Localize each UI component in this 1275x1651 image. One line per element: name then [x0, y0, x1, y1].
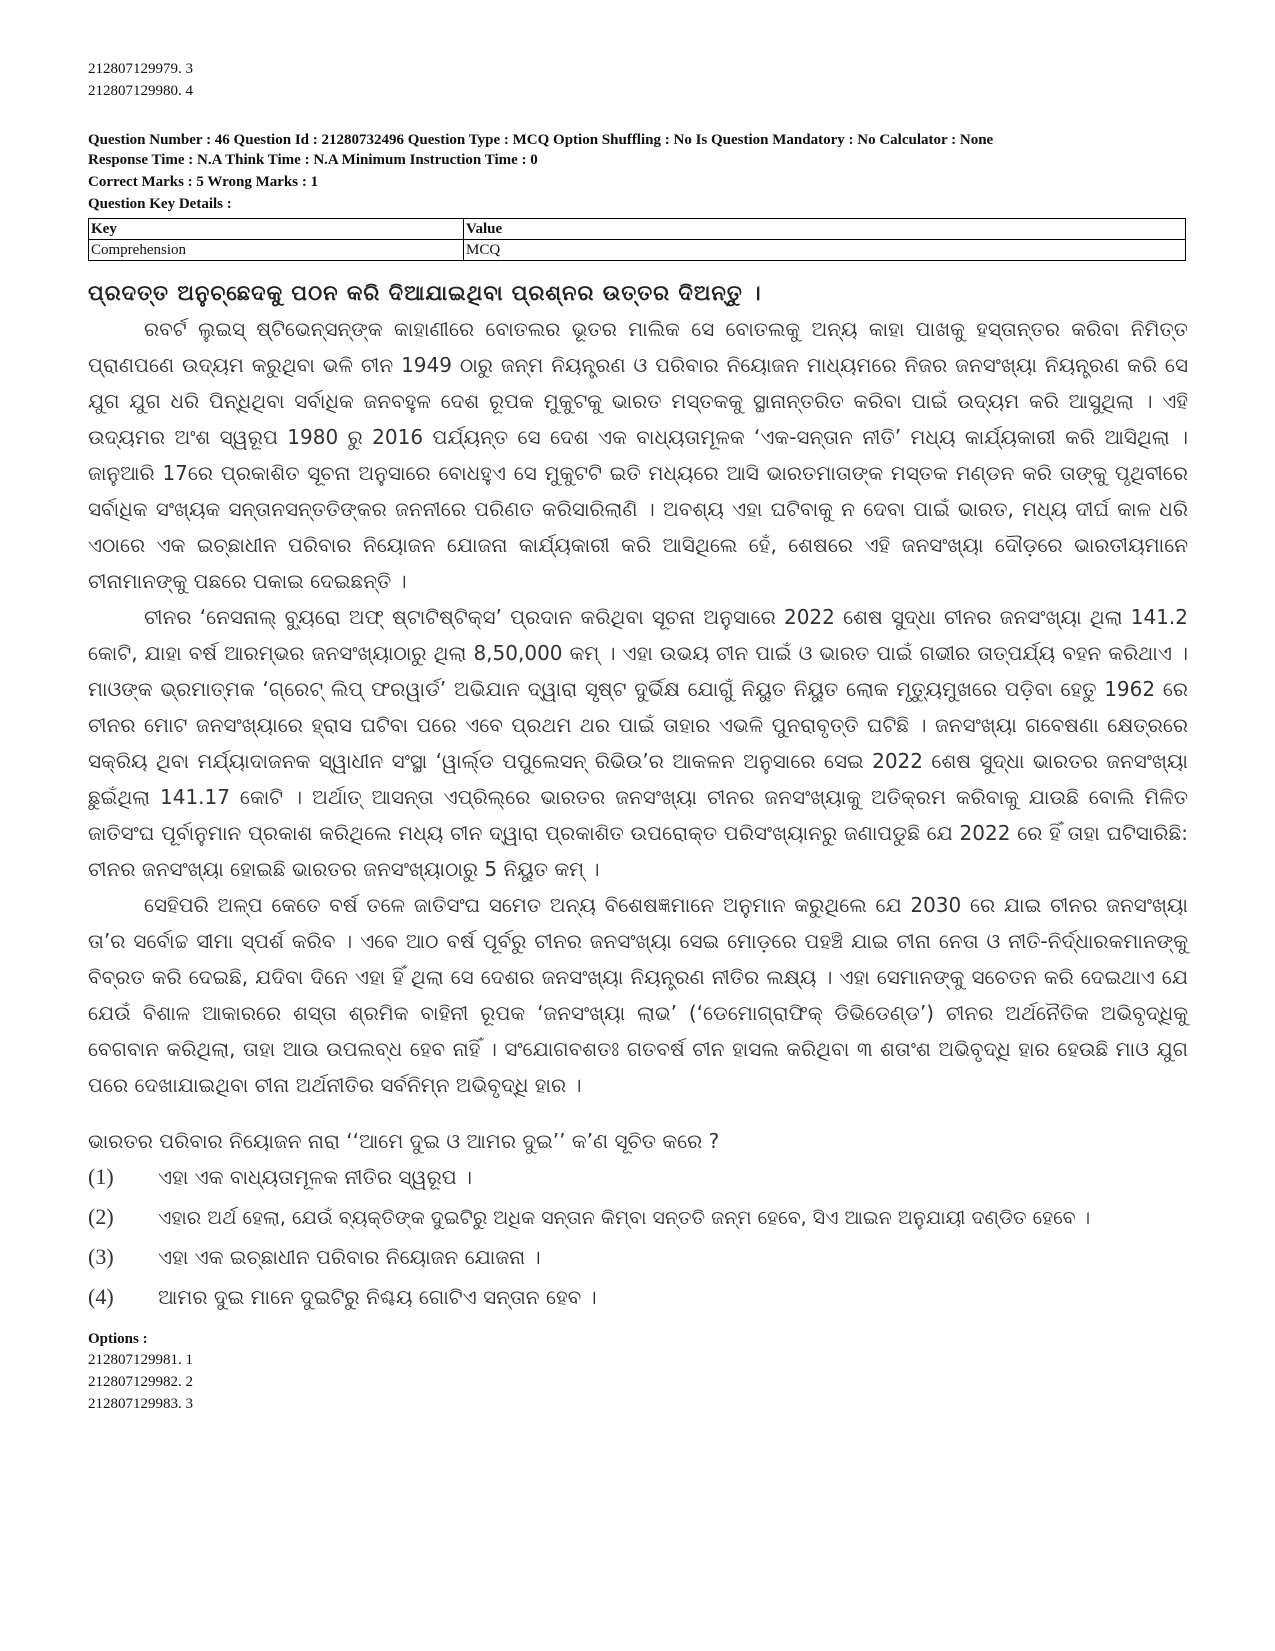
option-id-line: 212807129980. 4	[88, 83, 193, 99]
option-id-line: 212807129983. 3	[88, 1396, 193, 1412]
choice-item	[88, 1239, 1188, 1279]
table-header-row	[89, 219, 1186, 240]
table-header-value: Value	[464, 219, 1186, 240]
question-text: ଭାରତର ପରିବାର ନିୟୋଜନ ନାରା ‘‘ଆମେ ଦୁଇ ଓ ଆମର ଦୁଇ’’ କ’ଣ ସୂଚିତ କରେ ?	[88, 1129, 720, 1153]
passage-paragraph-2: ଚୀନର ‘ନେସନାଲ୍ ବ୍ୟୁରୋ ଅଫ୍ ଷ୍ଟାଟିଷ୍ଟିକ୍‌ସ’ ପ୍ରଦାନ କରିଥିବା ସୂଚନା ଅନୁସାରେ 2022 ଶେଷ ସୁଦ୍ଧା ଚୀନର ଜନସଂଖ୍ୟା ଥିଲା 141.2 କୋଟି, ଯାହା ବର୍ଷ ଆରମ୍ଭର ଜନସଂଖ୍ୟାଠାରୁ ଥିଲା 8,50,000 କମ୍ । ଏହା ଉଭୟ ଚୀନ ପାଇଁ ଓ ଭାରତ ପାଇଁ ଗଭୀର ତାତ୍ପର୍ଯ୍ୟ ବହନ କରିଥାଏ । ମାଓଙ୍କ ଭ୍ରମାତ୍ମକ ‘ଗ୍ରେଟ୍ ଲିପ୍ ଫରୱାର୍ଡ’ ଅଭିଯାନ ଦ୍ୱାରା ସୃଷ୍ଟ ଦୁର୍ଭିକ୍ଷ ଯୋଗୁଁ ନିୟୁତ ନିୟୁତ ଲୋକ ମୃତ୍ୟୁମୁଖରେ ପଡ଼ିବା ହେତୁ 1962 ରେ ଚୀନର ମୋଟ ଜନସଂଖ୍ୟାରେ ହ୍ରାସ ଘଟିବା ପରେ ଏବେ ପ୍ରଥମ ଥର ପାଇଁ ତାହାର ଏଭଳି ପୁନରାବୃତ୍ତି ଘଟିଛି । ଜନସଂଖ୍ୟା ଗବେଷଣା କ୍ଷେତ୍ରରେ ସକ୍ରିୟ ଥିବା ମର୍ଯ୍ୟାଦାଜନକ ସ୍ୱାଧୀନ ସଂସ୍ଥା ‘ୱାର୍ଲ୍ଡ ପପୁଲେସନ୍ ରିଭିଉ’ର ଆକଳନ ଅନୁସାରେ ସେଇ 2022 ଶେଷ ସୁଦ୍ଧା ଭାରତର ଜନସଂଖ୍ୟା ଛୁଇଁଥିଲା 141.17 କୋଟି । ଅର୍ଥାତ୍ ଆସନ୍ତା ଏପ୍ରିଲ୍‌ରେ ଭାରତର ଜନସଂଖ୍ୟା ଚୀନର ଜନସଂଖ୍ୟାକୁ ଅତିକ୍ରମ କରିବାକୁ ଯାଉଛି ବୋଲି ମିଳିତ ଜାତିସଂଘ ପୂର୍ବାନୁମାନ ପ୍ରକାଶ କରିଥିଲେ ମଧ୍ୟ ଚୀନ ଦ୍ୱାରା ପ୍ରକାଶିତ ଉପରୋକ୍ତ ପରିସଂଖ୍ୟାନରୁ ଜଣାପଡୁଛି ଯେ 2022 ରେ ହିଁ ତାହା ଘଟିସାରିଛି: ଚୀନର ଜନସଂଖ୍ୟା ହୋଇଛି ଭାରତର ଜନସଂଖ୍ୟାଠାରୁ 5 ନିୟୁତ କମ୍ ।	[88, 605, 1188, 881]
table-header-key: Key	[89, 219, 464, 240]
question-meta-line1: Question Number : 46 Question Id : 21280732496 Question Type : MCQ Option Shuffling : No Is Question Mandatory : No Calculator : None	[88, 132, 994, 148]
option-id-line: 212807129979. 3	[88, 61, 193, 77]
passage-paragraph-3: ସେହିପରି ଅଳ୍ପ କେତେ ବର୍ଷ ତଳେ ଜାତିସଂଘ ସମେତ ଅନ୍ୟ ବିଶେଷଜ୍ଞମାନେ ଅନୁମାନ କରୁଥିଲେ ଯେ 2030 ରେ ଯାଇ ଚୀନର ଜନସଂଖ୍ୟା ତା’ର ସର୍ବୋଚ୍ଚ ସୀମା ସ୍ପର୍ଶ କରିବ । ଏବେ ଆଠ ବର୍ଷ ପୂର୍ବରୁ ଚୀନର ଜନସଂଖ୍ୟା ସେଇ ମୋଡ଼ରେ ପହଞ୍ଚି ଯାଇ ଚୀନା ନେତା ଓ ନୀତି-ନିର୍ଦ୍ଧାରକମାନଙ୍କୁ ବିବ୍ରତ କରି ଦେଇଛି, ଯଦିବା ଦିନେ ଏହା ହିଁ ଥିଲା ସେ ଦେଶର ଜନସଂଖ୍ୟା ନିୟନ୍ତ୍ରଣ ନୀତିର ଲକ୍ଷ୍ୟ । ଏହା ସେମାନଙ୍କୁ ସଚେତନ କରି ଦେଇଥାଏ ଯେ ଯେଉଁ ବିଶାଳ ଆକାରରେ ଶସ୍ତା ଶ୍ରମିକ ବାହିନୀ ରୂପକ ‘ଜନସଂଖ୍ୟା ଲାଭ’ (‘ଡେମୋଗ୍ରାଫିକ୍ ଡିଭିଡେଣ୍ଡ’) ଚୀନର ଅର୍ଥନୈତିକ ଅଭିବୃଦ୍ଧିକୁ ବେଗବାନ କରିଥିଲା, ତାହା ଆଉ ଉପଲବ୍ଧ ହେବ ନାହିଁ । ସଂଯୋଗବଶତଃ ଗତବର୍ଷ ଚୀନ ହାସଲ କରିଥିବା ୩ ଶତାଂଶ ଅଭିବୃଦ୍ଧି ହାର ହେଉଛି ମାଓ ଯୁଗ ପରେ ଦେଖାଯାଇଥିବା ଚୀନା ଅର୍ଥନୀତିର ସର୍ବନିମ୍ନ ଅଭିବୃଦ୍ଧି ହାର ।	[88, 893, 1188, 1097]
passage-paragraph-1: ରବର୍ଟ ଲୁଇସ୍ ଷ୍ଟିଭେନ୍‌ସନ୍‌ଙ୍କ କାହାଣୀରେ ବୋତଲର ଭୂତର ମାଲିକ ସେ ବୋତଲକୁ ଅନ୍ୟ କାହା ପାଖକୁ ହସ୍ତାନ୍ତର କରିବା ନିମିତ୍ତ ପ୍ରାଣପଣେ ଉଦ୍ୟମ କରୁଥିବା ଭଳି ଚୀନ 1949 ଠାରୁ ଜନ୍ମ ନିୟନ୍ତ୍ରଣ ଓ ପରିବାର ନିୟୋଜନ ମାଧ୍ୟମରେ ନିଜର ଜନସଂଖ୍ୟା ନିୟନ୍ତ୍ରଣ କରି ସେ ଯୁଗ ଯୁଗ ଧରି ପିନ୍ଧିଥିବା ସର୍ବାଧିକ ଜନବହୁଳ ଦେଶ ରୂପକ ମୁକୁଟକୁ ଭାରତ ମସ୍ତକକୁ ସ୍ଥାନାନ୍ତରିତ କରିବା ପାଇଁ ଉଦ୍ୟମ କରି ଆସୁଥିଲା । ଏହି ଉଦ୍ୟମର ଅଂଶ ସ୍ୱରୂପ 1980 ରୁ 2016 ପର୍ଯ୍ୟନ୍ତ ସେ ଦେଶ ଏକ ବାଧ୍ୟତାମୂଳକ ‘ଏକ-ସନ୍ତାନ ନୀତି’ ମଧ୍ୟ କାର୍ଯ୍ୟକାରୀ କରି ଆସିଥିଲା । ଜାନୁଆରି 17ରେ ପ୍ରକାଶିତ ସୂଚନା ଅନୁସାରେ ବୋଧହୁଏ ସେ ମୁକୁଟଟି ଇତି ମଧ୍ୟରେ ଆସି ଭାରତମାତାଙ୍କ ମସ୍ତକ ମଣ୍ଡନ କରି ତାଙ୍କୁ ପୃଥିବୀରେ ସର୍ବାଧିକ ସଂଖ୍ୟକ ସନ୍ତାନସନ୍ତତିଙ୍କର ଜନନୀରେ ପରିଣତ କରିସାରିଲାଣି । ଅବଶ୍ୟ ଏହା ଘଟିବାକୁ ନ ଦେବା ପାଇଁ ଭାରତ, ମଧ୍ୟ ଦୀର୍ଘ କାଳ ଧରି ଏଠାରେ ଏକ ଇଚ୍ଛାଧୀନ ପରିବାର ନିୟୋଜନ ଯୋଜନା କାର୍ଯ୍ୟକାରୀ କରି ଆସିଥିଲେ ହେଁ, ଶେଷରେ ଏହି ଜନସଂଖ୍ୟା ଦୌଡ଼ରେ ଭାରତୀୟମାନେ ଚୀନାମାନଙ୍କୁ ପଛରେ ପକାଇ ଦେଇଛନ୍ତି ।	[88, 317, 1188, 593]
choice-item	[88, 1199, 1188, 1239]
choice-item	[88, 1279, 1188, 1319]
choice-number: (3)	[88, 1244, 114, 1269]
header-option-ids	[88, 58, 1188, 102]
marks-line: Correct Marks : 5 Wrong Marks : 1	[88, 174, 319, 190]
option-id-line: 212807129982. 2	[88, 1374, 193, 1390]
options-label: Options :	[88, 1331, 148, 1347]
choice-text: ଏହା ଏକ ବାଧ୍ୟତାମୂଳକ ନୀତିର ସ୍ୱରୂପ ।	[158, 1165, 473, 1189]
choice-text: ଏହା ଏକ ଇଚ୍ଛାଧୀନ ପରିବାର ନିୟୋଜନ ଯୋଜନା ।	[158, 1245, 541, 1269]
choice-text: ଏହାର ଅର୍ଥ ହେଲା, ଯେଉଁ ବ୍ୟକ୍ତିଙ୍କ ଦୁଇଟିରୁ ଅଧିକ ସନ୍ତାନ କିମ୍ବା ସନ୍ତତି ଜନ୍ମ ହେବେ, ସିଏ ଆଇନ ଅନୁଯାୟୀ ଦଣ୍ଡିତ ହେବେ ।	[158, 1207, 1091, 1229]
choice-number: (1)	[88, 1164, 114, 1189]
choice-text: ଆମର ଦୁଇ ମାନେ ଦୁଇଟିରୁ ନିଶ୍ଚୟ ଗୋଟିଏ ସନ୍ତାନ ହେବ ।	[158, 1285, 597, 1309]
choice-number: (2)	[88, 1204, 114, 1229]
choices-list	[88, 1159, 1188, 1319]
options-id-list	[88, 1349, 1188, 1415]
question-meta	[88, 130, 1188, 214]
document-page	[88, 58, 1188, 1415]
instruction-heading: ପ୍ରଦତ୍ତ ଅନୁଚ୍ଛେଦକୁ ପଠନ କରି ଦିଆଯାଇଥିବା ପ୍ରଶ୍ନର ଉତ୍ତର ଦିଅନ୍ତୁ ।	[88, 281, 762, 305]
table-row	[89, 240, 1186, 261]
question-meta-line2: Response Time : N.A Think Time : N.A Minimum Instruction Time : 0	[88, 152, 538, 168]
choice-item	[88, 1159, 1188, 1199]
passage	[88, 311, 1188, 1103]
key-details-table	[88, 218, 1186, 261]
table-cell-key: Comprehension	[89, 240, 464, 261]
choice-number: (4)	[88, 1284, 114, 1309]
option-id-line: 212807129981. 1	[88, 1352, 193, 1368]
key-details-label: Question Key Details :	[88, 196, 232, 212]
table-cell-value: MCQ	[464, 240, 1186, 261]
